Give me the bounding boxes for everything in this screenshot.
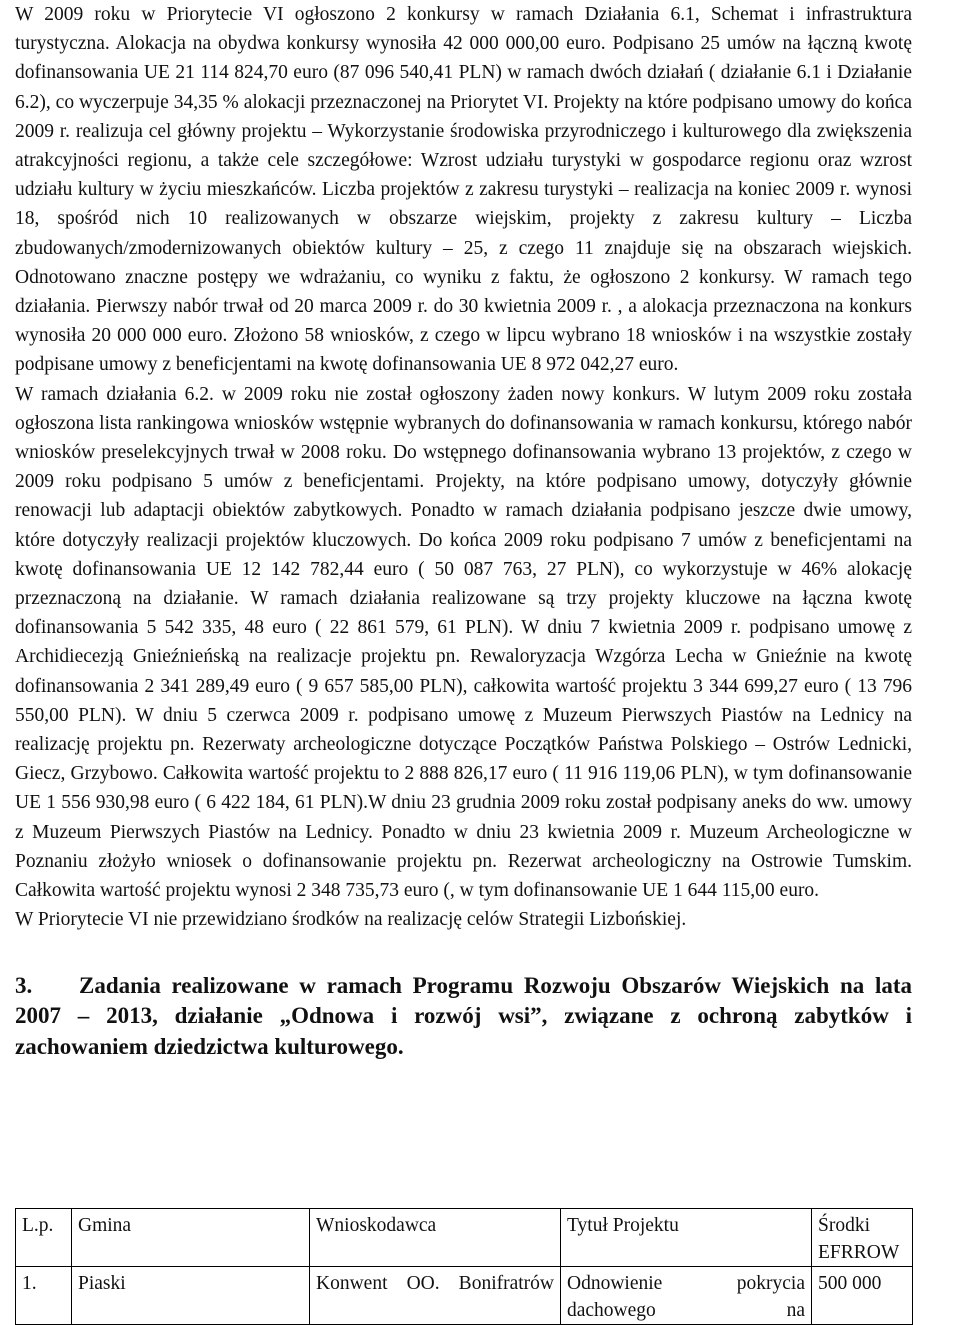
cell-lp: 1. <box>16 1267 72 1325</box>
cell-tytul-projektu: Odnowienie pokrycia dachowego na <box>561 1267 812 1325</box>
header-gmina: Gmina <box>72 1209 310 1267</box>
cell-wnioskodawca: Konwent OO. Bonifratrów <box>310 1267 561 1325</box>
section-heading <box>15 971 912 1063</box>
cell-gmina: Piaski <box>72 1267 310 1325</box>
header-wnioskodawca: Wnioskodawca <box>310 1209 561 1267</box>
table-row <box>16 1267 913 1325</box>
section-number: 3. <box>15 972 33 998</box>
header-srodki-efrrow: Środki EFRROW <box>812 1209 913 1267</box>
header-tytul-projektu: Tytuł Projektu <box>561 1209 812 1267</box>
section-title: Zadania realizowane w ramach Programu Rozwoju Obszarów Wiejskich na lata 2007 – 2013, działanie „Odnowa i rozwój wsi”, związane z ochroną zabytków i zachowaniem dziedzictwa kulturowego. <box>15 972 912 1059</box>
table-header-row <box>16 1209 913 1267</box>
body-paragraph-action-6-2: W ramach działania 6.2. w 2009 roku nie został ogłoszony żaden nowy konkurs. W lutym 2009 roku została ogłoszona lista rankingowa wniosków wstępnie wybranych do dofinansowania w ramach konkursu, którego nabór wniosków preselekcyjnych trwał w 2008 roku. Do wstępnego dofinansowania wybrano 13 projektów, z czego w 2009 roku podpisano 5 umów z beneficjentami. Projekty, na które podpisano umowy, dotyczyły głównie renowacji lub adaptacji obiektów zabytkowych. Ponadto w ramach działania podpisano jeszcze dwie umowy, które dotyczyły realizacji projektów kluczowych. Do końca 2009 roku podpisano 7 umów z beneficjentami na kwotę dofinansowania UE 12 142 782,44 euro ( 50 087 763, 27 PLN), co wykorzystuje w 46% alokację przeznaczoną na działanie. W ramach działania realizowane są trzy projekty kluczowe na łączna kwotę dofinansowania 5 542 335, 48 euro ( 22 861 579, 61 PLN). W dniu 7 kwietnia 2009 r. podpisano umowę z Archidiecezją Gnieźnieńską na realizacje projektu pn. Rewaloryzacja Wzgórza Lecha w Gnieźnie na kwotę dofinansowania 2 341 289,49 euro ( 9 657 585,00 PLN), całkowita wartość projektu 3 344 699,27 euro ( 13 796 550,00 PLN). W dniu 5 czerwca 2009 r. podpisano umowę z Muzeum Pierwszych Piastów na Lednicy na realizację projektu pn. Rezerwaty archeologiczne dotyczące Początków Państwa Polskiego – Ostrów Lednicki, Giecz, Grzybowo. Całkowita wartość projektu to 2 888 826,17 euro ( 11 916 119,06 PLN), w tym dofinansowanie UE 1 556 930,98 euro ( 6 422 184, 61 PLN).W dniu 23 grudnia 2009 roku został podpisany aneks do ww. umowy z Muzeum Pierwszych Piastów na Lednicy. Ponadto w dniu 23 kwietnia 2009 r. Muzeum Archeologiczne w Poznaniu złożyło wniosek o dofinansowanie projektu pn. Rezerwat archeologiczny na Ostrowie Tumskim. Całkowita wartość projektu wynosi 2 348 735,73 euro (, w tym dofinansowanie UE 1 644 115,00 euro. <box>15 383 912 902</box>
projects-table <box>15 1208 913 1325</box>
body-paragraph-lisbon-strategy: W Priorytecie VI nie przewidziano środków na realizację celów Strategii Lizbońskiej. <box>15 909 687 931</box>
document-page <box>15 0 912 1321</box>
body-paragraph-priority-vi: W 2009 roku w Priorytecie VI ogłoszono 2 konkursy w ramach Działania 6.1, Schemat i infrastruktura turystyczna. Alokacja na obydwa konkursy wynosiła 42 000 000,00 euro. Podpisano 25 umów na łączną kwotę dofinansowania UE 21 114 824,70 euro (87 096 540,41 PLN) w ramach dwóch działań ( działanie 6.1 i Działanie 6.2), co wyczerpuje 34,35 % alokacji przeznaczonej na Priorytet VI. Projekty na które podpisano umowy do końca 2009 r. realizuja cel główny projektu – Wykorzystanie środowiska przyrodniczego i kulturowego dla zwiększenia atrakcyjności regionu, a także cele szczegółowe: Wzrost udziału turystyki w gospodarce regionu oraz wzrost udziału kultury w życiu mieszkańców. Liczba projektów z zakresu turystyki – realizacja na koniec 2009 r. wynosi 18, spośród nich 10 realizowanych w obszarze wiejskim, projekty z zakresu kultury – Liczba zbudowanych/zmodernizowanych obiektów kultury – 25, z czego 11 znajduje się na obszarach wiejskich. Odnotowano znaczne postępy we wdrażaniu, co wyniku z faktu, że ogłoszono 2 konkursy. W ramach tego działania. Pierwszy nabór trwał od 20 marca 2009 r. do 30 kwietnia 2009 r. , a alokacja przeznaczona na konkurs wynosiła 20 000 000 euro. Złożono 58 wniosków, z czego w lipcu wybrano 18 wniosków i na wszystkie zostały podpisane umowy z beneficjentami na kwotę dofinansowania UE 8 972 042,27 euro. <box>15 4 912 376</box>
header-lp: L.p. <box>16 1209 72 1267</box>
section-spacer <box>15 935 912 971</box>
cell-srodki-efrrow: 500 000 <box>812 1267 913 1325</box>
